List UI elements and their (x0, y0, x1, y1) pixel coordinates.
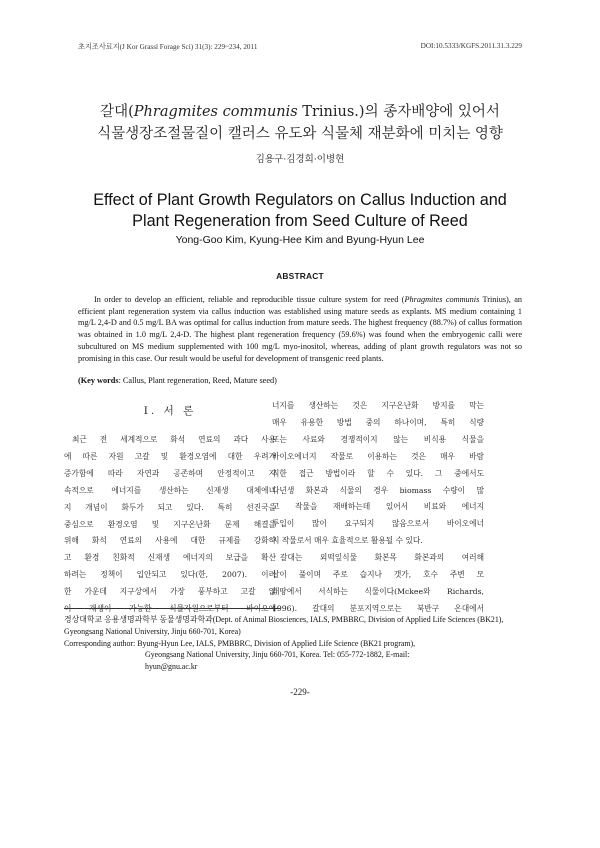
running-head (78, 42, 522, 54)
text-line: 매우 유용한 방법 중의 하나이며, 특히 식량 (272, 417, 484, 427)
page-number: -229- (290, 687, 310, 697)
text-line: 위해 화석 연료의 사용에 대한 규제를 강화하 (64, 536, 276, 546)
korean-title-line2: 식물생장조절물질이 캘러스 유도와 식물체 재분화에 미치는 영향 (97, 126, 503, 142)
text-line: 지 작물로서 매우 효율적으로 활용될 수 있다. (272, 536, 423, 546)
text-line: 갈대는 외떡잎식물 화본목 화본과의 여러해 (280, 553, 484, 563)
abstract-heading: ABSTRACT (276, 271, 324, 281)
text-line: 고 환경 친화적 신재생 에너지의 보급을 확산 (64, 553, 276, 563)
text-line: 래땅에서 서식하는 식물이다(Mckee와 Richards, (272, 586, 484, 596)
text-line: 직한 접근 방법이라 할 수 있다. 그 중에서도 (272, 468, 484, 478)
intro-column-right (272, 398, 484, 618)
corresponding-author-email: hyun@gnu.ac.kr (145, 662, 198, 672)
section-heading-intro: Ⅰ. 서 론 (143, 405, 197, 417)
text-line: 바이오에너지 작물로 이용하는 것은 매우 바람 (272, 451, 484, 461)
text-line: 지 개념이 화두가 되고 있다. 특히 선진국을 (64, 502, 276, 512)
affiliation-footnote: 경상대학교 응용생명과학부 동물생명과학과(Dept. of Animal Biosciences, IALS, PMBBRC, Division of Applied Life Sciences (BK21), Gyeongsang National University, Jinju 660-701, Korea) (64, 615, 504, 636)
english-title-line2: Plant Regeneration from Seed Culture of Reed (132, 212, 468, 230)
doi: DOI:10.5333/KGFS.2011.31.3.229 (420, 42, 522, 50)
text-line: 투입이 많이 요구되지 않음으로서 바이오에너 (272, 519, 484, 529)
text-line: 증가함에 따라 자연과 공존하며 안정적이고 지 (64, 468, 276, 478)
text-line: 너지를 생산하는 것은 지구온난화 방지를 막는 (272, 401, 484, 410)
text-line: 1996). 갈대의 분포지역으로는 북반구 온대에서 (272, 603, 484, 613)
footnotes (64, 614, 532, 673)
corresponding-author-footnote: Corresponding author: Byung-Hyun Lee, IALS, PMBBRC, Division of Applied Life Science (BK21 program), (64, 638, 416, 648)
korean-title-line1: 갈대(Phragmites communis Trinius.)의 종자배양에 있어서 (100, 104, 500, 120)
intro-column-left (64, 402, 276, 618)
text-line: 에 따른 자원 고갈 및 환경오염에 대한 우려가 (64, 451, 276, 461)
abstract-body: In order to develop an efficient, reliable and reproducible tissue culture system for reed (Phragmites communis Trinius), an efficient plant regeneration system via callus induction was established using mature seeds as explants. MS medium containing 1 mg/L 2,4-D and 0.5 mg/L BA was optimal for callus induction from mature seeds. The highest frequency (88.7%) of callus formation was obtained in 1.0 mg/L 2,4-D. The highest plant regeneration frequency (59.6%) was found when the embryogenic calli were subcultured on MS medium supplemented with 100 mg/L myo-inositol, whereas, adding of plant growth regulators was not so promising in this case. Our result would be useful for development of transgenic reed plants. (78, 295, 522, 363)
text-line: 고 작물을 재배하는데 있어서 비료와 에너지 (272, 502, 484, 512)
keywords: (Key words: Callus, Plant regeneration, Reed, Mature seed) (78, 376, 277, 385)
text-line: 이 재생이 가능한 식물자원으로부터 바이오에 (64, 604, 276, 614)
text-line: 중심으로 환경오염 및 지구온난화 문제 해결을 (64, 519, 276, 529)
corresponding-author-line2: Gyeongsang National University, Jinju 660-701, Korea. Tel: 055-772-1882, E-mail: (145, 650, 410, 660)
footnote-divider (64, 608, 280, 609)
text-line: 최근 전 세계적으로 화석 연료의 과다 사용 (72, 435, 276, 444)
text-line: 또는 사료와 경쟁적이지 않는 비식용 식물을 (272, 434, 484, 444)
text-line: 다년생 화본과 식물의 경우 biomass 수량이 많 (272, 485, 484, 495)
english-authors: Yong-Goo Kim, Kyung-Hee Kim and Byung-Hyun Lee (175, 234, 425, 246)
english-title-line1: Effect of Plant Growth Regulators on Callus Induction and (93, 191, 507, 209)
journal-citation: 초지조사료지(J Kor Grassl Forage Sci) 31(3): 229~234, 2011 (78, 43, 258, 51)
korean-authors: 김용구·김경희·이병현 (255, 154, 345, 165)
text-line: 속적으로 에너지를 생산하는 신재생 대체에너 (64, 485, 276, 495)
text-line: 한 가운데 지구상에서 가장 풍부하고 고갈 없 (64, 587, 276, 597)
text-line: 살이 풀이며 주로 습지나 갯가, 호수 주변 모 (272, 570, 484, 580)
text-line: 하려는 정책이 입안되고 있다(한, 2007). 이러 (64, 570, 276, 580)
